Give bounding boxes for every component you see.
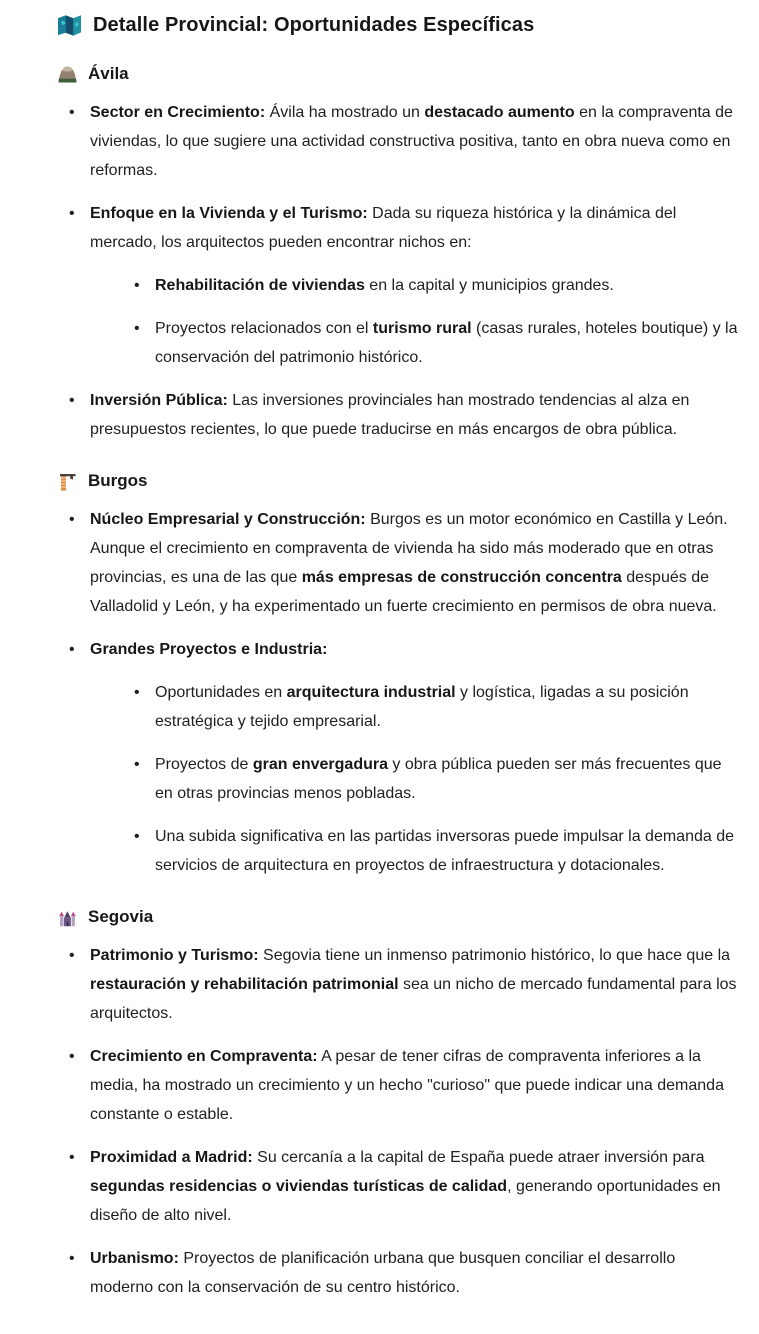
bullet-marker: • (134, 320, 140, 337)
section-heading-label: Ávila (88, 64, 129, 83)
bullet-marker: • (69, 1250, 75, 1267)
bullet-marker: • (134, 684, 140, 701)
text-run: Proyectos de planificación urbana que busquen conciliar el desarrollo moderno con la conservación de su centro histórico. (90, 1250, 676, 1296)
bold-run: Crecimiento en Compraventa: (90, 1048, 318, 1065)
bullet-item (57, 386, 739, 444)
section-heading-avila (57, 64, 739, 84)
section-heading-label: Segovia (88, 907, 154, 926)
bullet-marker: • (69, 1149, 75, 1166)
text-run: , generando oportunidades en diseño de alto nivel. (90, 1178, 721, 1224)
bullet-marker: • (134, 828, 140, 845)
text-run: Proyectos relacionados con el (155, 320, 373, 337)
bold-run: Sector en Crecimiento: (90, 104, 266, 121)
bullet-item (57, 635, 739, 880)
bold-run: Proximidad a Madrid: (90, 1149, 253, 1166)
bullet-marker: • (134, 756, 140, 773)
section-heading-burgos (57, 471, 739, 491)
page-title-text: Detalle Provincial: Oportunidades Específicas (93, 14, 535, 36)
sections-container (57, 64, 739, 1302)
bullet-text (90, 1048, 724, 1123)
sub-bullet-item (122, 271, 739, 300)
sub-bullet-item (122, 678, 739, 736)
text-run: A pesar de tener cifras de compraventa inferiores a la media, ha mostrado un crecimiento y un hecho "curioso" que puede indicar una demanda constante o estable. (90, 1048, 724, 1123)
sub-bullet-item (122, 750, 739, 808)
bullet-marker: • (69, 1048, 75, 1065)
text-run: Burgos es un motor económico en Castilla y León. Aunque el crecimiento en compraventa de vivienda ha sido más moderado que en otras provincias, es una de las que (90, 511, 728, 586)
bold-run: arquitectura industrial (286, 684, 456, 701)
sub-bullet-list (122, 271, 739, 372)
text-run: Dada su riqueza histórica y la dinámica del mercado, los arquitectos pueden encontrar nichos en: (90, 205, 677, 251)
text-run: después de Valladolid y León, y ha experimentado un fuerte crecimiento en permisos de obra nueva. (90, 569, 717, 615)
bullet-text (90, 1250, 675, 1296)
bullet-marker: • (69, 511, 75, 528)
bullet-list (57, 98, 739, 444)
bullet-item (57, 1244, 739, 1302)
construction-crane-icon (57, 472, 78, 491)
text-run: Ávila ha mostrado un (265, 104, 425, 121)
bold-run: Enfoque en la Vivienda y el Turismo: (90, 205, 368, 222)
bold-run: Inversión Pública: (90, 392, 228, 409)
bullet-text (90, 641, 327, 658)
bullet-marker: • (134, 277, 140, 294)
text-run: sea un nicho de mercado fundamental para los arquitectos. (90, 976, 737, 1022)
map-icon (57, 14, 82, 37)
bullet-item (57, 1143, 739, 1230)
bullet-text (90, 392, 689, 438)
bullet-marker: • (69, 392, 75, 409)
page-title (57, 14, 739, 37)
bullet-text (90, 1149, 721, 1224)
sub-bullet-list (122, 678, 739, 880)
text-run: Su cercanía a la capital de España puede atraer inversión para (252, 1149, 705, 1166)
bold-run: más empresas de construcción concentra (301, 569, 622, 586)
bullet-list (57, 941, 739, 1302)
bold-run: gran envergadura (252, 756, 388, 773)
bold-run: turismo rural (372, 320, 472, 337)
bullet-text (155, 828, 734, 874)
text-run: y obra pública pueden ser más frecuentes que en otras provincias menos pobladas. (155, 756, 722, 802)
bullet-marker: • (69, 205, 75, 222)
bullet-item (57, 505, 739, 621)
bold-run: Patrimonio y Turismo: (90, 947, 259, 964)
castle-icon (57, 908, 78, 927)
bullet-marker: • (69, 104, 75, 121)
bullet-text (90, 104, 733, 179)
section-heading-segovia (57, 907, 739, 927)
bold-run: Grandes Proyectos e Industria: (90, 641, 328, 658)
bullet-text (155, 277, 614, 294)
bullet-text (90, 511, 728, 615)
text-run: Una subida significativa en las partidas inversoras puede impulsar la demanda de servicios de arquitectura en proyectos de infraestructura y dotacionales. (155, 828, 734, 874)
text-run: Segovia tiene un inmenso patrimonio histórico, lo que hace que la (258, 947, 731, 964)
bold-run: destacado aumento (424, 104, 575, 121)
bold-run: segundas residencias o viviendas turísticas de calidad (90, 1178, 508, 1195)
bullet-text (155, 320, 738, 366)
bullet-text (90, 947, 737, 1022)
bullet-text (155, 684, 689, 730)
section-heading-label: Burgos (88, 471, 148, 490)
bold-run: Núcleo Empresarial y Construcción: (90, 511, 366, 528)
bold-run: Urbanismo: (90, 1250, 179, 1267)
bullet-item (57, 1042, 739, 1129)
bullet-item (57, 941, 739, 1028)
bullet-marker: • (69, 641, 75, 658)
text-run: en la compraventa de viviendas, lo que sugiere una actividad constructiva positiva, tanto en obra nueva como en reformas. (90, 104, 733, 179)
bold-run: restauración y rehabilitación patrimonial (90, 976, 399, 993)
text-run: (casas rurales, hoteles boutique) y la conservación del patrimonio histórico. (155, 320, 738, 366)
text-run: Proyectos de (155, 756, 253, 773)
bullet-item (57, 98, 739, 185)
bullet-item (57, 199, 739, 372)
text-run: Las inversiones provinciales han mostrado tendencias al alza en presupuestos recientes, lo que puede traducirse en más encargos de obra pública. (90, 392, 690, 438)
sub-bullet-item (122, 822, 739, 880)
sub-bullet-item (122, 314, 739, 372)
text-run: Oportunidades en (155, 684, 287, 701)
bullet-text (90, 205, 676, 251)
text-run: en la capital y municipios grandes. (364, 277, 614, 294)
text-run: y logística, ligadas a su posición estratégica y tejido empresarial. (155, 684, 689, 730)
bullet-text (155, 756, 722, 802)
bullet-list (57, 505, 739, 880)
mountain-icon (57, 65, 78, 84)
bold-run: Rehabilitación de viviendas (155, 277, 365, 294)
bullet-marker: • (69, 947, 75, 964)
